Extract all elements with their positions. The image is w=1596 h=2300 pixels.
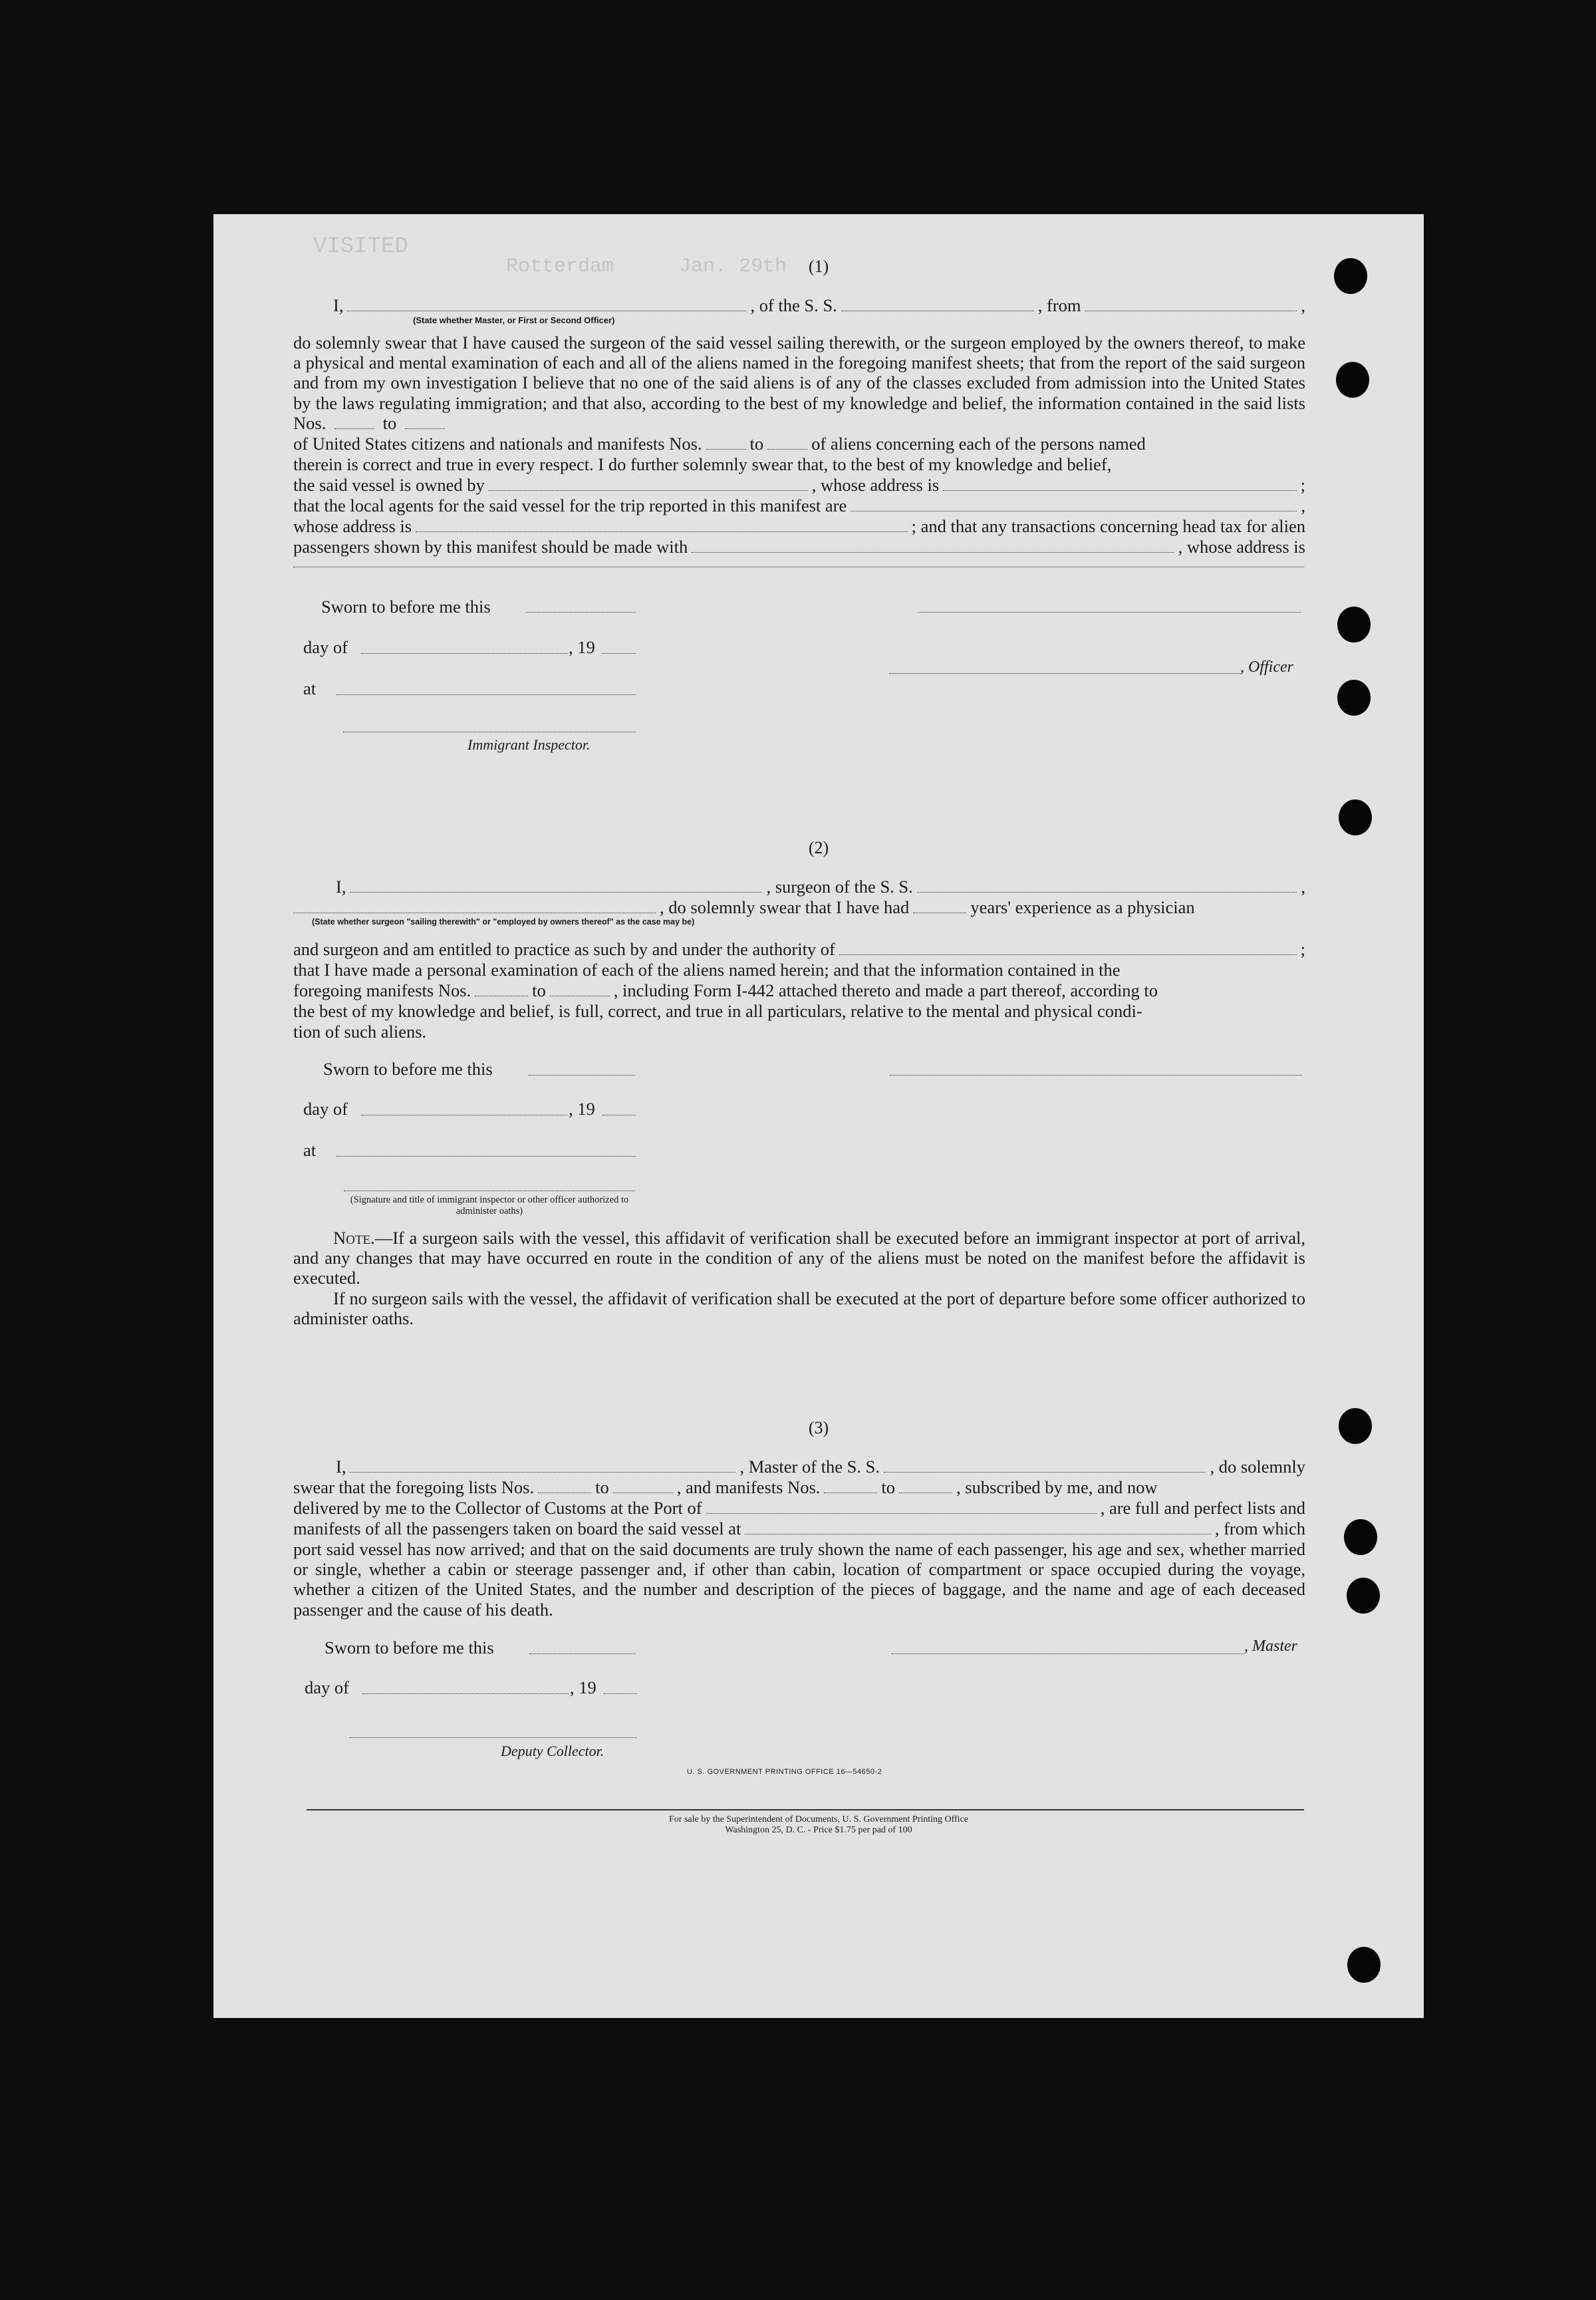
s3-day-of-blank[interactable] [362,1693,569,1694]
s1-owner-line: the said vessel is owned by , whose address is ; [293,475,1305,495]
s1-officer-signature-blank[interactable] [918,612,1301,613]
sale-notice-line-2: Washington 25, D. C. - Price $1.75 per pad of 100 [725,1825,912,1835]
s2-surgeon-signature-blank[interactable] [890,1075,1302,1076]
footer-rule [307,1809,1304,1810]
s1-sworn-label: Sworn to before me this [321,597,491,617]
local-agents-blank[interactable] [851,496,1297,511]
s3-oath-text: port said vessel has now arrived; and that on the said documents are truly shown the name of each passenger, his age and sex, whether married or single, whether a cabin or steerage passenger and, if other than cabin, location of compartment or space occupied during the voyage, whether a citizen of the United States, and the number and description of the pieces of baggage, and the name and age of each deceased passenger and the cause of his death. [293,1539,1305,1620]
owner-name-blank[interactable] [489,476,808,491]
bleed-through-word: VISITED [313,234,408,259]
section-1-number: (1) [808,257,829,276]
lists-to-blank[interactable] [405,414,445,429]
punch-hole [1337,680,1371,716]
bleed-through-port: Rotterdam [506,255,614,278]
s2-manifests-from-blank[interactable] [475,981,528,996]
punch-hole [1347,1578,1380,1614]
s2-line-2: , do solemnly swear that I have had years' experience as a physician [293,897,1305,917]
manifests-from-blank[interactable] [706,434,746,450]
s3-collector-label: Deputy Collector. [501,1743,604,1759]
authority-blank[interactable] [839,940,1297,955]
punch-hole [1339,799,1372,835]
manifests-to-blank[interactable] [767,434,807,450]
s3-manifests-from-blank[interactable] [824,1478,877,1493]
s3-year-blank[interactable] [604,1693,637,1694]
printer-imprint: U. S. GOVERNMENT PRINTING OFFICE 16—54650-2 [687,1768,882,1776]
s3-vessel-blank[interactable] [884,1457,1206,1473]
s2-line-4: that I have made a personal examination of each of the aliens named herein; and that the information contained in the [293,960,1121,980]
owner-address-blank[interactable] [943,476,1296,491]
s1-year-label: , 19 [569,637,595,657]
bleed-through-date: Jan. 29th [679,255,787,278]
s3-line-2: swear that the foregoing lists Nos. to , and manifests Nos. to , subscribed by me, and now [293,1477,1158,1497]
boarding-port-blank[interactable] [745,1519,1211,1534]
vessel-name-blank[interactable] [841,296,1034,311]
from-port-blank[interactable] [1085,296,1297,311]
s2-signature-note: (Signature and title of immigrant inspector or other officer authorized to administer oaths) [350,1195,629,1217]
s2-sworn-date-blank[interactable] [529,1075,635,1076]
s1-head-tax-line: passengers shown by this manifest should be made with , whose address is [293,537,1305,557]
s2-year-label: , 19 [569,1099,595,1119]
lists-from-blank[interactable] [334,414,374,429]
s3-lists-to-blank[interactable] [613,1478,673,1493]
s3-line-4: manifests of all the passengers taken on board the said vessel at , from which [293,1518,1305,1538]
s2-at-label: at [303,1140,317,1160]
s1-citizens-line: of United States citizens and nationals and manifests Nos. to of aliens concerning each of the persons named [293,434,1146,454]
s2-note-2: If no surgeon sails with the vessel, the affidavit of verification shall be executed at the port of departure before some officer authorized to administer oaths. [293,1288,1305,1329]
s2-line-7: tion of such aliens. [293,1022,427,1042]
s1-line-1: I, , of the S. S. , from , [333,295,1305,315]
punch-hole [1347,1947,1381,1983]
s2-vessel-blank[interactable] [917,877,1297,893]
s1-officer-label: , Officer [1240,658,1293,676]
s1-day-of-label: day of [303,637,348,657]
s1-agents-line: that the local agents for the said vessel for the trip reported in this manifest are , [293,496,1305,515]
s3-master-label: , Master [1244,1638,1297,1655]
s3-sworn-date-blank[interactable] [529,1653,636,1654]
s1-officer-note: (State whether Master, or First or Second Officer) [413,315,615,325]
s1-at-label: at [303,678,317,698]
s3-collector-signature-blank[interactable] [350,1737,637,1738]
surgeon-status-blank[interactable] [293,898,656,913]
section-3-number: (3) [808,1418,829,1437]
s1-oath-text: do solemnly swear that I have caused the surgeon of the said vessel sailing therewith, or the surgeon employed by the owners thereof, to make a physical and mental examination of each and all of the aliens named in the foregoing manifest sheets; that from the report of the said surgeon and from my own investigation I believe that no one of the said aliens is of any of the classes excluded from admission into the United States by the laws regulating immigration; and that also, according to the best of my knowledge and belief, the information contained in the said lists Nos. to [293,333,1305,433]
manifest-sheet [213,214,1424,2018]
officer-name-blank[interactable] [347,296,746,311]
s1-at-blank[interactable] [336,694,636,695]
s2-note: Note.—If a surgeon sails with the vessel, this affidavit of verification shall be executed before an immigrant inspector at port of arrival, and any changes that may have occurred en route in the condition of any of the aliens must be noted on the manifest before the affidavit is executed. [293,1228,1305,1288]
s3-manifests-to-blank[interactable] [899,1478,952,1493]
s2-at-blank[interactable] [336,1156,636,1157]
s1-sworn-date-blank[interactable] [526,612,636,613]
head-tax-party-blank[interactable] [692,537,1174,553]
s1-therein-line: therein is correct and true in every respect. I do further solemnly swear that, to the best of my knowledge and belief, [293,454,1112,474]
years-experience-blank[interactable] [913,898,966,913]
s3-master-signature-blank[interactable] [892,1653,1244,1654]
surgeon-name-blank[interactable] [350,877,762,893]
s2-manifests-to-blank[interactable] [550,981,610,996]
s2-line-6: the best of my knowledge and belief, is full, correct, and true in all particulars, relative to the mental and physical condi- [293,1001,1142,1021]
s1-agents-address-line: whose address is ; and that any transactions concerning head tax for alien [293,516,1305,536]
s1-day-of-blank[interactable] [361,653,567,654]
s3-line-1: I, , Master of the S. S. , do solemnly [336,1457,1305,1477]
s2-line-1: I, , surgeon of the S. S. , [336,877,1305,897]
section-2-number: (2) [808,838,829,857]
s1-officer-line[interactable] [889,673,1242,674]
s2-line-5: foregoing manifests Nos. to , including Form I-442 attached thereto and made a part thereof, according to [293,980,1158,1000]
s3-sworn-label: Sworn to before me this [325,1638,494,1657]
punch-hole [1336,362,1369,398]
master-name-blank[interactable] [350,1457,735,1473]
sale-notice-line-1: For sale by the Superintendent of Documents, U. S. Government Printing Office [669,1814,968,1824]
agents-address-blank[interactable] [416,517,908,532]
s2-surgeon-note: (State whether surgeon "sailing therewith" or "employed by owners thereof" as the case may be) [312,917,695,927]
s3-line-3: delivered by me to the Collector of Customs at the Port of , are full and perfect lists and [293,1498,1305,1518]
port-blank[interactable] [706,1499,1097,1514]
s3-day-of-label: day of [305,1677,349,1697]
s1-year-blank[interactable] [602,653,636,654]
s2-line-3: and surgeon and am entitled to practice as such by and under the authority of ; [293,939,1305,959]
s1-inspector-label: Immigrant Inspector. [467,736,591,753]
s2-sworn-label: Sworn to before me this [323,1059,493,1079]
s3-year-label: , 19 [570,1677,597,1697]
s2-day-of-label: day of [303,1099,348,1119]
punch-hole [1344,1519,1377,1555]
punch-hole [1337,607,1371,643]
s3-lists-from-blank[interactable] [538,1478,591,1493]
